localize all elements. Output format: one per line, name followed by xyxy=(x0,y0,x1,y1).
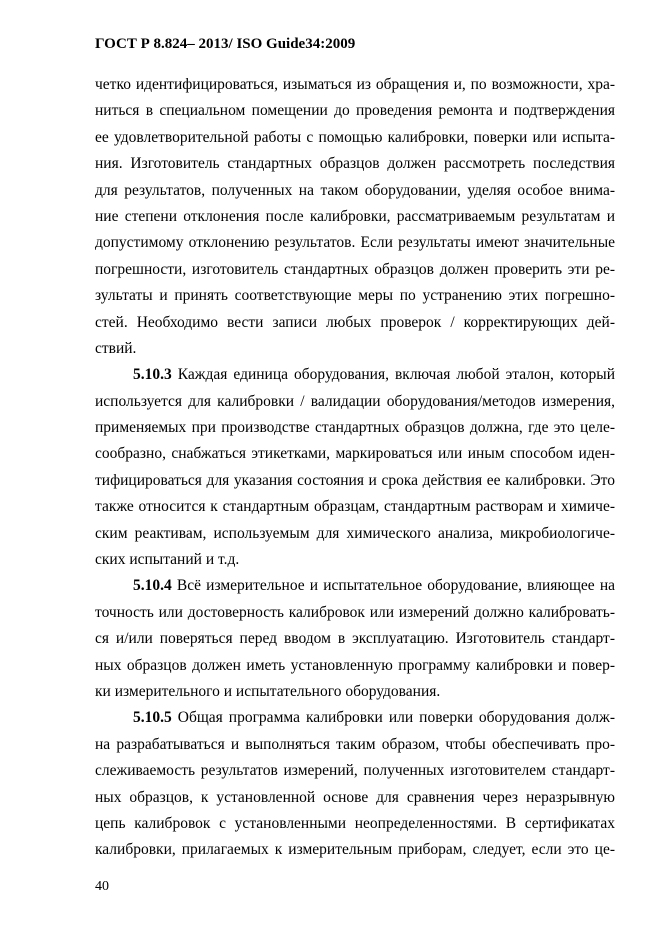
clause-text: Всё измерительное и испытательное оборудование, влияющее на xyxy=(171,577,615,595)
text-line xyxy=(95,362,615,388)
text-line: калибровки, прилагаемых к измерительным приборам, следует, если это це- xyxy=(95,841,615,859)
text-line: зультаты и принять соответствующие меры по устранению этих погрешно- xyxy=(95,287,615,305)
text-line: погрешности, изготовитель стандартных образцов должен проверить эти ре- xyxy=(95,260,615,278)
clause-number: 5.10.3 xyxy=(133,366,172,384)
text-line: применяемых при производстве стандартных образцов должна, где это целе- xyxy=(95,419,615,437)
text-line: ки измерительного и испытательного оборудования. xyxy=(95,682,441,700)
paragraph-continuation xyxy=(95,72,615,362)
document-body xyxy=(95,72,615,864)
text-line: для результатов, полученных на таком оборудовании, уделяя особое внима- xyxy=(95,181,615,199)
text-line xyxy=(95,573,615,599)
text-line: ния. Изготовитель стандартных образцов должен рассмотреть последствия xyxy=(95,155,615,173)
clause-number: 5.10.5 xyxy=(133,709,172,727)
text-line: сообразно, снабжаться этикетками, маркироваться или иным способом иден- xyxy=(95,445,615,463)
text-line: цепь калибровок с установленными неопределенностями. В сертификатах xyxy=(95,814,615,832)
text-line: ских испытаний и т.д. xyxy=(95,551,240,569)
text-line: слеживаемость результатов измерений, полученных изготовителем стандарт- xyxy=(95,762,615,780)
clause-text: Общая программа калибровки или поверки оборудования долж- xyxy=(171,709,615,727)
text-line: используется для калибровки / валидации оборудования/методов измерения, xyxy=(95,392,615,410)
text-line: допустимому отклонению результатов. Если результаты имеют значительные xyxy=(95,234,615,252)
text-line: ниться в специальном помещении до проведения ремонта и подтверждения xyxy=(95,102,615,120)
paragraph-5-10-3 xyxy=(95,362,615,573)
text-line: на разрабатываться и выполняться таким образом, чтобы обеспечивать про- xyxy=(95,735,615,753)
text-line: ее удовлетворительной работы с помощью калибровки, поверки или испыта- xyxy=(95,128,615,146)
page-number: 40 xyxy=(95,879,109,894)
text-line: ных образцов, к установленной основе для сравнения через неразрывную xyxy=(95,788,615,806)
text-line: ных образцов должен иметь установленную программу калибровки и повер- xyxy=(95,656,615,674)
text-line: тифицироваться для указания состояния и срока действия ее калибровки. Это xyxy=(95,471,615,489)
text-line: ние степени отклонения после калибровки, рассматриваемым результатам и xyxy=(95,207,615,225)
paragraph-5-10-5 xyxy=(95,705,615,863)
text-line: ствий. xyxy=(95,339,137,357)
text-line: точность или достоверность калибровок или измерений должно калибровать- xyxy=(95,603,615,621)
page-header: ГОСТ Р 8.824– 2013/ ISO Guide34:2009 xyxy=(95,36,356,52)
text-line: четко идентифицироваться, изыматься из обращения и, по возможности, хра- xyxy=(95,76,615,93)
text-line xyxy=(95,705,615,731)
clause-text: Каждая единица оборудования, включая любой эталон, который xyxy=(171,366,615,384)
text-line: стей. Необходимо вести записи любых проверок / корректирующих дей- xyxy=(95,313,615,331)
text-line: также относится к стандартным образцам, стандартным растворам и химиче- xyxy=(95,498,615,516)
paragraph-5-10-4 xyxy=(95,573,615,705)
clause-number: 5.10.4 xyxy=(133,577,172,595)
text-line: ским реактивам, используемым для химического анализа, микробиологиче- xyxy=(95,524,615,542)
text-line: ся и/или поверяться перед вводом в эксплуатацию. Изготовитель стандарт- xyxy=(95,630,615,648)
